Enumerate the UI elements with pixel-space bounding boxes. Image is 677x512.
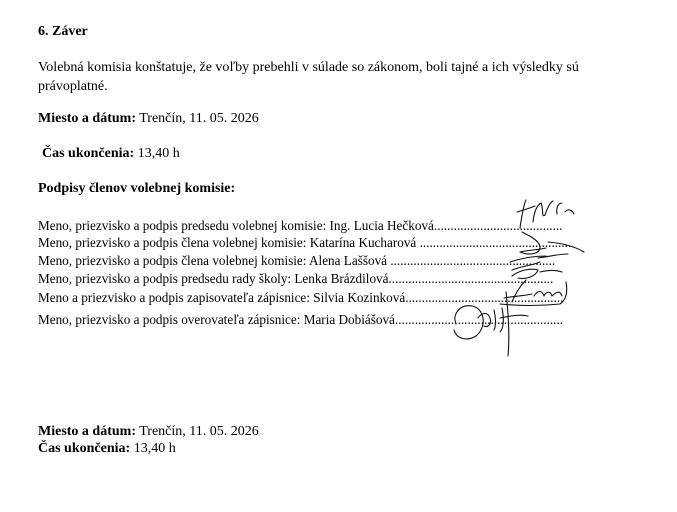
end-time-value: 13,40 h bbox=[130, 441, 176, 456]
top-end-time bbox=[42, 146, 180, 162]
signature-dots: .................................................. bbox=[388, 271, 554, 286]
signature-dots: .................................................. bbox=[390, 253, 556, 268]
end-time-label: Čas ukončenia: bbox=[38, 441, 131, 456]
place-date-label: Miesto a dátum: bbox=[38, 424, 136, 439]
bottom-end-time bbox=[38, 441, 176, 457]
place-date-value: Trenčín, 11. 05. 2026 bbox=[136, 111, 259, 126]
section-heading: 6. Záver bbox=[38, 24, 88, 39]
signature-dots: ................................................... bbox=[394, 312, 564, 327]
signature-line bbox=[38, 218, 562, 234]
signature-line-text: Meno, priezvisko a podpis člena volebnej komisie: Alena Laššová bbox=[38, 253, 391, 268]
signatures-heading: Podpisy členov volebnej komisie: bbox=[38, 181, 236, 196]
signature-line-text: Meno, priezvisko a podpis overovateľa zápisnice: Maria Dobiášová bbox=[38, 312, 395, 327]
signature-dots: .............................................. bbox=[419, 235, 572, 250]
end-time-value: 13,40 h bbox=[134, 146, 180, 161]
top-place-date bbox=[38, 111, 259, 127]
end-time-label: Čas ukončenia: bbox=[42, 146, 135, 161]
signature-dots: ................................................ bbox=[405, 290, 564, 305]
signature-line bbox=[38, 312, 563, 328]
signature-line bbox=[38, 253, 555, 269]
place-date-value: Trenčín, 11. 05. 2026 bbox=[136, 424, 259, 439]
place-date-label: Miesto a dátum: bbox=[38, 111, 136, 126]
bottom-place-date bbox=[38, 424, 259, 440]
conclusion-statement: Volebná komisia konštatuje, že voľby prebehli v súlade so zákonom, boli tajné a ich výsledky sú právoplatné. bbox=[38, 60, 579, 94]
signature-line bbox=[38, 235, 571, 251]
signature-line-text: Meno, priezvisko a podpis člena volebnej komisie: Katarína Kucharová bbox=[38, 235, 420, 250]
signature-line bbox=[38, 290, 563, 306]
signature-line bbox=[38, 271, 553, 287]
signature-dots: ....................................... bbox=[433, 218, 563, 233]
signature-line-text: Meno a priezvisko a podpis zapisovateľa zápisnice: Silvia Kozinková bbox=[38, 290, 406, 305]
signature-line-text: Meno, priezvisko a podpis predsedu volebnej komisie: Ing. Lucia Hečková bbox=[38, 218, 434, 233]
signature-line-text: Meno, priezvisko a podpis predsedu rady školy: Lenka Brázdilová bbox=[38, 271, 389, 286]
